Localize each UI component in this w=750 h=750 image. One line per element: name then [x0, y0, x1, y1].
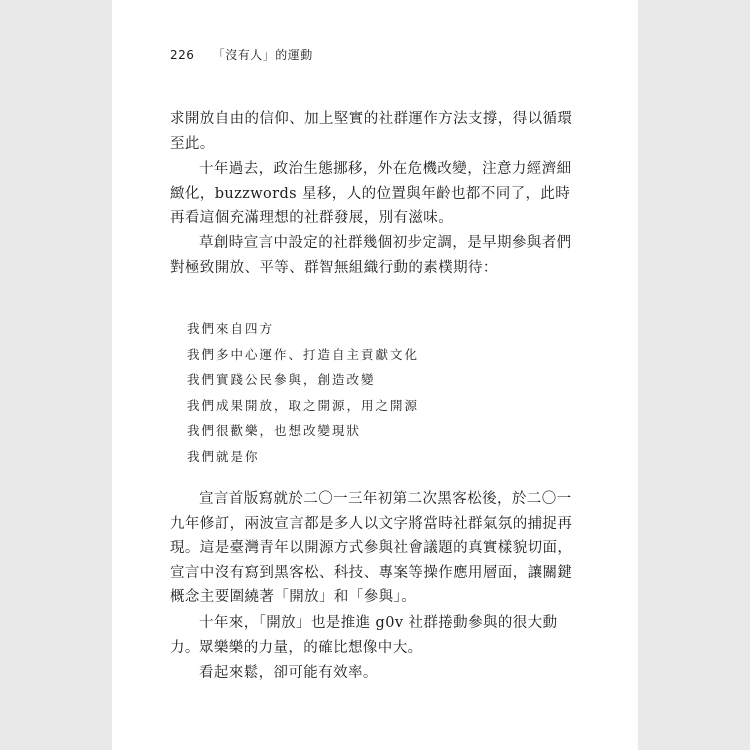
paragraph-collective-joy: 眾樂樂的力量，的確比想像中大。: [199, 640, 423, 656]
paragraph-open-drive: 十年來，「開放」也是推進 g0v 社群捲動參與的很大動力。: [170, 615, 558, 656]
manifesto-list: [187, 316, 577, 469]
paragraph-manifesto-history: 宣言首版寫就於二〇一三年初第二次黑客松後，於二〇一九年修訂，兩波宣言都是多人以文字將當時社群氣氛的捕捉再現。這是臺灣青年以開源方式參與社會議題的真實樣貌切面，宣言中沒有寫到黑客松、科技、專案等操作應用層面，讓關鍵概念主要圍繞著「開放」和「參與」。: [170, 491, 573, 605]
manifesto-line: 我們來自四方: [187, 321, 275, 336]
manifesto-line: 我們很歡樂，也想改變現狀: [187, 423, 362, 438]
manifesto-line: 我們實踐公民參與，創造改變: [187, 372, 376, 387]
manifesto-line: 我們就是你: [187, 448, 260, 464]
manifesto-line: 我們成果開放，取之開源，用之開源: [187, 397, 420, 413]
paragraph-ten-years: 十年過去，政治生態挪移，外在危機改變，注意力經濟細緻化，buzzwords 星移，人的位置與年齡也都不同了，此時再看這個充滿理想的社群發展，別有滋味。: [170, 161, 572, 226]
paragraph-continuation: 求開放自由的信仰、加上堅實的社群運作方法支撐，得以循環至此。: [170, 111, 573, 152]
paragraph-efficiency: 看起來鬆，卻可能有效率。: [199, 665, 378, 681]
book-title: 「沒有人」的運動: [212, 48, 313, 62]
paragraph-founding: 草創時宣言中設定的社群幾個初步定調，是早期參與者們對極致開放、平等、群智無組織行動的素樸期待：: [170, 235, 572, 276]
running-header: [170, 48, 313, 62]
page-number: 226: [170, 48, 195, 62]
manifesto-line: 我們多中心運作、打造自主貢獻文化: [187, 346, 420, 362]
book-page: [112, 0, 638, 750]
